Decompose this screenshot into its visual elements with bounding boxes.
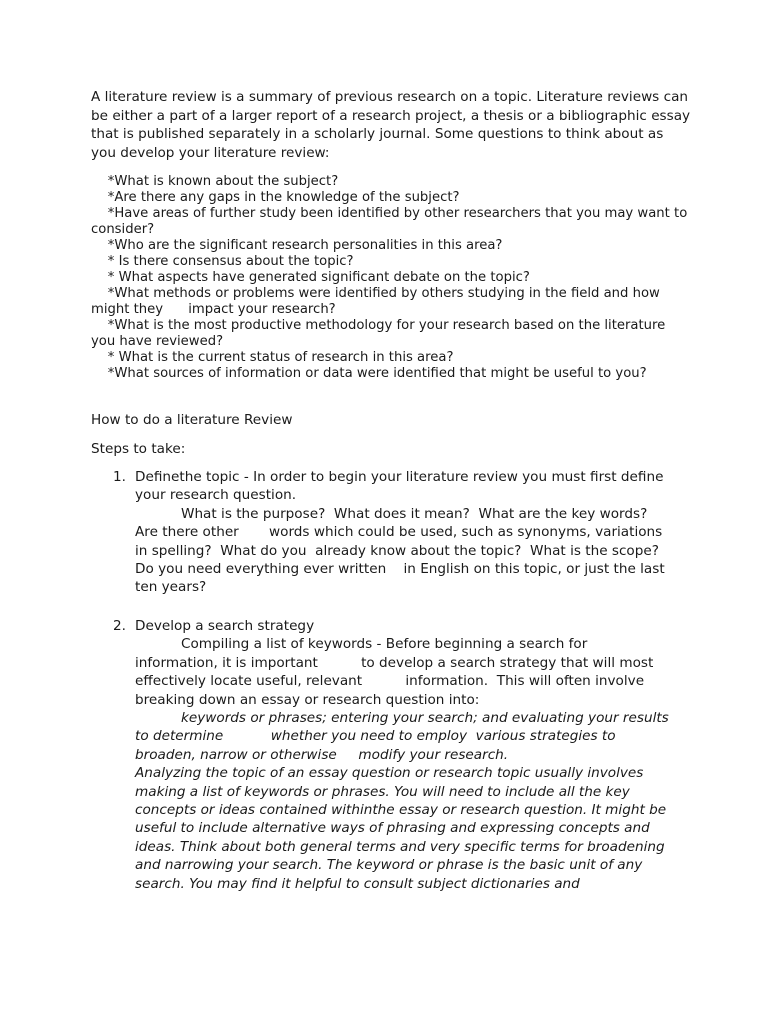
intro-paragraph: A literature review is a summary of previous research on a topic. Literature reviews can be either a part of a larger report of a research project, a thesis or a bibliographic essay that is published separately in a scholarly journal. Some questions to think about as you develop your literature review:	[91, 89, 691, 161]
step-detail: What is the purpose? What does it mean? What are the key words? Are there other words which could be used, such as synonyms, variations in spelling? What do you already know about the topic? What is the scope? Do you need everything ever written in English on this topic, or just the last ten years?	[135, 505, 669, 596]
question-item: *Who are the significant research personalities in this area?	[91, 238, 503, 253]
question-item: *What is the most productive methodology for your research based on the literature you have reviewed?	[91, 318, 670, 349]
question-item: *Are there any gaps in the knowledge of the subject?	[91, 190, 460, 205]
steps-heading: Steps to take:	[91, 441, 186, 457]
question-item: *What methods or problems were identified by others studying in the field and how might they impact your research?	[91, 286, 665, 317]
step-paragraph: keywords or phrases; entering your search; and evaluating your results to determine whether you need to employ various strategies to broaden, narrow or otherwise modify your research.	[135, 710, 674, 763]
step-body	[135, 468, 673, 597]
question-item: * What aspects have generated significant debate on the topic?	[91, 270, 530, 285]
step-lead: Definethe topic - In order to begin your literature review you must first define your research question.	[135, 469, 664, 504]
step-paragraph: Analyzing the topic of an essay question or research topic usually involves making a list of keywords or phrases. You will need to include all the key concepts or ideas contained withinthe essay or research question. It might be useful to include alternative ways of phrasing and expressing concepts and ideas. Think about both general terms and very specific terms for broadening and narrowing your search. The keyword or phrase is the basic unit of any search. You may find it helpful to consult subject dictionaries and	[135, 765, 667, 892]
step-lead: Develop a search strategy	[135, 618, 315, 634]
step-item	[113, 617, 673, 893]
question-item: *Have areas of further study been identified by other researchers that you may want to consider?	[91, 206, 692, 237]
section-heading: How to do a literature Review	[91, 412, 293, 428]
question-item: *What is known about the subject?	[91, 174, 339, 189]
step-body	[135, 617, 673, 893]
step-item	[113, 468, 673, 597]
step-number: 2.	[113, 618, 126, 634]
question-item: * Is there consensus about the topic?	[91, 254, 354, 269]
step-paragraph: Compiling a list of keywords - Before beginning a search for information, it is important to develop a search strategy that will most effectively locate useful, relevant information. This will often involve breaking down an essay or research question into:	[135, 636, 658, 708]
question-item: *What sources of information or data were identified that might be useful to you?	[91, 366, 647, 381]
question-item: * What is the current status of research in this area?	[91, 350, 454, 365]
question-list	[91, 174, 691, 382]
step-number: 1.	[113, 469, 126, 485]
